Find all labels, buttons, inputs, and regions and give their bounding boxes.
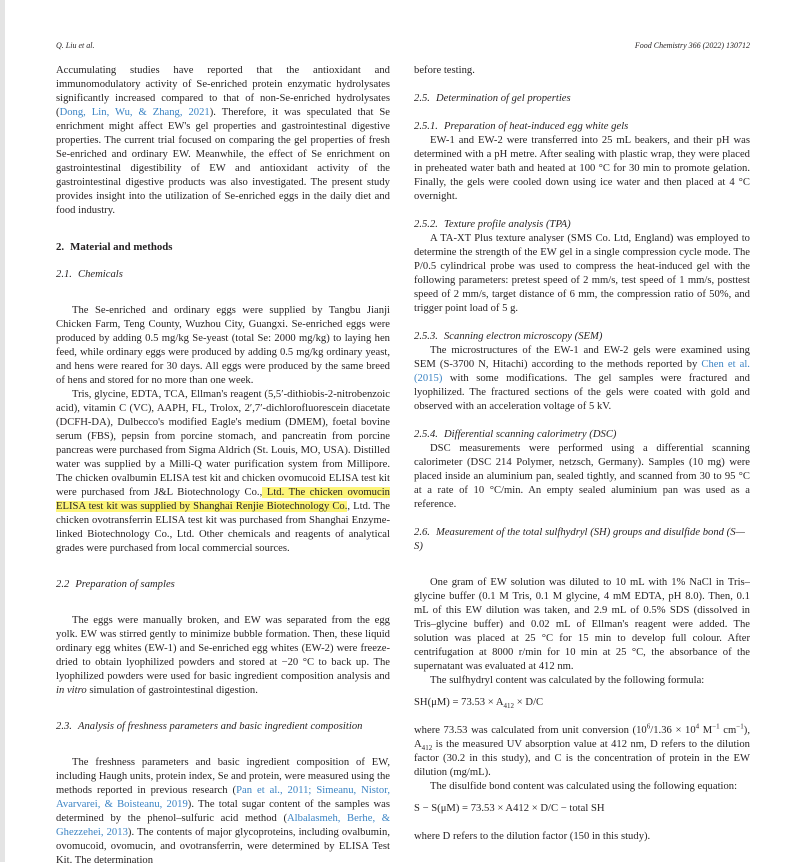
text: M	[699, 725, 713, 736]
section-heading-2-5-4	[414, 428, 750, 442]
superscript: 4	[695, 722, 700, 731]
text: SH(μM) = 73.53 × A	[414, 697, 504, 708]
paragraph: The sulfhydryl content was calculated by the following formula:	[430, 675, 705, 686]
paragraph: One gram of EW solution was diluted to 10 mL with 1% NaCl in Tris–glycine buffer (0.1 M Tris, 0.1 M glycine, 4 mM EDTA, pH 8.0). Then, 0.1 mL of this EW dilution was taken, and 2.9 mL of 0.5% SDS (dissolved in Tris–glycine buffer) and 0.02 mL of Ellman's reagent were added. The solution was placed at 25 °C for 15 min to develop full colour. After centrifugation at 8000 r/min for 10 min at 25 °C, the absorbance of the supernatant was evaluated at 412 nm.	[414, 577, 750, 672]
running-head-journal: Food Chemistry 366 (2022) 130712	[634, 41, 750, 50]
text: Tris, glycine, EDTA, TCA, Ellman's reagent (5,5′-dithiobis-2-nitrobenzoic acid), vitamin C (VC), AAPH, FL, Trolox, 2′,7′-dichlorofluorescein diacetate (DCFH-DA), Dulbecco's modified Eagle's medium (DMEM), foetal bovine serum (FBS), pepsin from porcine stomach, and pancreatin from porcine pancreas were purchased from Sigma Aldrich (St. Louis, MO, USA). Distilled water was supplied by a Milli-Q water purification system from Millipore. The chicken ovalbumin ELISA test kit and chicken ovomucoid ELISA test kit were purchased from J&L Biotechnology Co.,	[56, 389, 390, 498]
text: × D/C	[514, 697, 544, 708]
text: ). The contents of major glycoproteins, including ovalbumin, ovomucoid, ovomucin, and ovotransferrin, were determined by ELISA Test Kit. The determination	[56, 827, 391, 866]
text: where 73.53 was calculated from unit conversion (10	[414, 725, 647, 736]
subscript: 412	[503, 702, 515, 711]
section-title: Differential scanning calorimetry (DSC)	[443, 429, 617, 440]
paragraph: DSC measurements were performed using a differential scanning calorimeter (DSC 214 Polymer, netzsch, Germany). Samples (10 mg) were placed inside an aluminium pan, sealed tightly, and scanned from 30 to 95 °C at a rate of 10 °C/min. An empty sealed aluminium pan was used as a reference.	[414, 443, 750, 510]
subscript: 412	[421, 744, 433, 753]
section-title: Texture profile analysis (TPA)	[443, 219, 571, 230]
ss-formula: S − S(μM) = 73.53 × A412 × D/C − total SH	[414, 803, 605, 814]
text: The microstructures of the EW-1 and EW-2 gels were examined using SEM (S-3700 N, Hitachi) according to the methods reported by	[414, 345, 750, 370]
text: cm	[719, 725, 737, 736]
section-number: 2.5.	[414, 93, 430, 104]
citation-link[interactable]: Pan et al., 2011; Simeanu, Nistor, Avarvarei, & Boisteanu, 2019	[56, 785, 390, 810]
paragraph	[56, 614, 390, 698]
section-number: 2.5.3.	[414, 331, 438, 342]
section-title: Measurement of the total sulfhydryl (SH) groups and disulfide bond (S—S)	[414, 527, 745, 552]
text: /1.36 × 10	[650, 725, 696, 736]
text: is the measured UV absorption value at 412 nm, D refers to the dilution factor (30.2 in this study), and C is the concentration of protein in the EW dilution (mg/mL).	[414, 739, 750, 778]
running-head-authors: Q. Liu et al.	[56, 41, 95, 50]
text: simulation of gastrointestinal digestion.	[86, 685, 258, 696]
paragraph	[414, 344, 750, 414]
section-heading-2-6	[414, 526, 750, 554]
section-heading-2-5	[414, 92, 750, 106]
section-title: Scanning electron microscopy (SEM)	[443, 331, 603, 342]
section-heading-2-5-3	[414, 330, 750, 344]
section-heading-2-5-1	[414, 120, 750, 134]
section-heading-2-1	[56, 268, 390, 282]
italic-text: in vitro	[56, 685, 87, 696]
text: The freshness parameters and basic ingredient composition of EW, including Haugh units, protein index, Se and protein, were measured using the methods reported in previous research (	[56, 757, 390, 796]
right-column	[414, 64, 750, 844]
citation-link[interactable]: Chen et al. (2015)	[414, 359, 750, 384]
paragraph: where D refers to the dilution factor (150 in this study).	[414, 831, 651, 842]
section-heading-2-3	[56, 720, 390, 734]
section-number: 2.	[56, 241, 65, 253]
citation-link[interactable]: Albalasmeh, Berhe, & Ghezzehei, 2013	[56, 813, 390, 838]
section-number: 2.6.	[414, 527, 430, 538]
section-number: 2.3.	[56, 721, 72, 732]
section-heading-2-5-2	[414, 218, 750, 232]
text: ). Therefore, it was speculated that Se enrichment might affect EW's gel properties and gastrointestinal digestive properties. The current trial focused on comparing the gel properties of fresh Se-enriched and ordinary EW. Meanwhile, the effect of Se enrichment on gastrointestinal digestibility of EW and antioxidant activity of the gastrointestinal digestive products was also investigated. The present study provides insight into the utilization of Se-enriched eggs in the daily diet and food industry.	[56, 107, 390, 216]
section-number: 2.5.1.	[414, 121, 438, 132]
paragraph: A TA-XT Plus texture analyser (SMS Co. Ltd, England) was employed to determine the strength of the EW gel in a single compression cycle mode. The P/0.5 cylindrical probe was used to compress the heat-induced gel with the following parameters: pretest speed of 2 mm/s, test speed of 1 mm/s, posttest speed of 2 mm/s, target distance of 6 mm, the compression ratio of 50%, and trigger point load of 5 g.	[414, 233, 750, 314]
paragraph: The disulfide bond content was calculated using the following equation:	[430, 781, 738, 792]
section-title: Analysis of freshness parameters and basic ingredient composition	[77, 721, 363, 732]
section-number: 2.5.2.	[414, 219, 438, 230]
superscript: 6	[646, 722, 651, 731]
section-heading-2	[56, 240, 390, 254]
section-title: Determination of gel properties	[435, 93, 571, 104]
text: with some modifications. The gel samples were fractured and lyophilized. The fractured sections of the gels were coated with gold and observed with an acceleration voltage of 5 kV.	[414, 373, 750, 412]
paragraph	[56, 388, 390, 556]
section-title: Preparation of samples	[75, 579, 175, 590]
section-number: 2.5.4.	[414, 429, 438, 440]
text: ). The total sugar content of the samples was determined by the phenol–sulfuric acid method (	[56, 799, 390, 824]
superscript: −1	[712, 722, 720, 731]
section-title: Preparation of heat-induced egg white gels	[443, 121, 629, 132]
intro-paragraph	[56, 64, 390, 218]
text: , Ltd. The chicken ovotransferrin ELISA test kit was purchased from Shanghai Enzyme-linked Biotechnology Co., Ltd. Other chemicals and reagents of analytical grades were purchased from local commercial sources.	[56, 501, 390, 554]
paragraph	[414, 724, 750, 780]
highlighted-text[interactable]: Ltd. The chicken ovomucin ELISA test kit was supplied by Shanghai Renjie Biotechnology Co.	[56, 487, 390, 512]
text: The eggs were manually broken, and EW was separated from the egg yolk. EW was stirred gently to minimize bubble formation. Then, these liquid ordinary egg whites (EW-1) and Se-enriched egg whites (EW-2) were freeze-dried to obtain lyophilized powders and stored at −20 °C to back up. The lyophilized powders were used for basic ingredient composition analysis and	[56, 615, 390, 682]
text: ), A	[414, 725, 751, 750]
left-column	[56, 64, 390, 868]
citation-link[interactable]: Dong, Lin, Wu, & Zhang, 2021	[59, 107, 210, 118]
section-number: 2.2	[56, 579, 70, 590]
paragraph-continuation: before testing.	[414, 65, 475, 76]
section-title: Chemicals	[77, 269, 123, 280]
section-title: Material and methods	[70, 241, 173, 253]
paragraph	[56, 756, 390, 868]
sh-formula	[414, 696, 750, 710]
section-heading-2-2	[56, 578, 390, 592]
paragraph: The Se-enriched and ordinary eggs were supplied by Tangbu Jianji Chicken Farm, Teng County, Wuzhou City, Guangxi. Se-enriched eggs were produced by adding 0.5 mg/kg Se-yeast (total Se: 2000 mg/kg) to laying hen feed, while ordinary eggs were produced by adding 0.5 mg/kg ordinary yeast, and hens were reared for 30 days. All eggs were produced by the same breed of hens and stored for no more than one week.	[56, 305, 390, 386]
section-number: 2.1.	[56, 269, 72, 280]
paragraph: EW-1 and EW-2 were transferred into 25 mL beakers, and their pH was determined with a pH metre. After sealing with plastic wrap, they were placed in preheated water bath and heated at 100 °C for 30 min to promote gelation. Finally, the gels were cooled down using ice water and then placed at 4 °C overnight.	[414, 135, 750, 202]
superscript: −1	[736, 722, 744, 731]
text: Accumulating studies have reported that the antioxidant and immunomodulatory activity of Se-enriched protein enzymatic hydrolysates significantly increased compared to that of non-Se-enriched hydrolysates (	[56, 65, 390, 118]
